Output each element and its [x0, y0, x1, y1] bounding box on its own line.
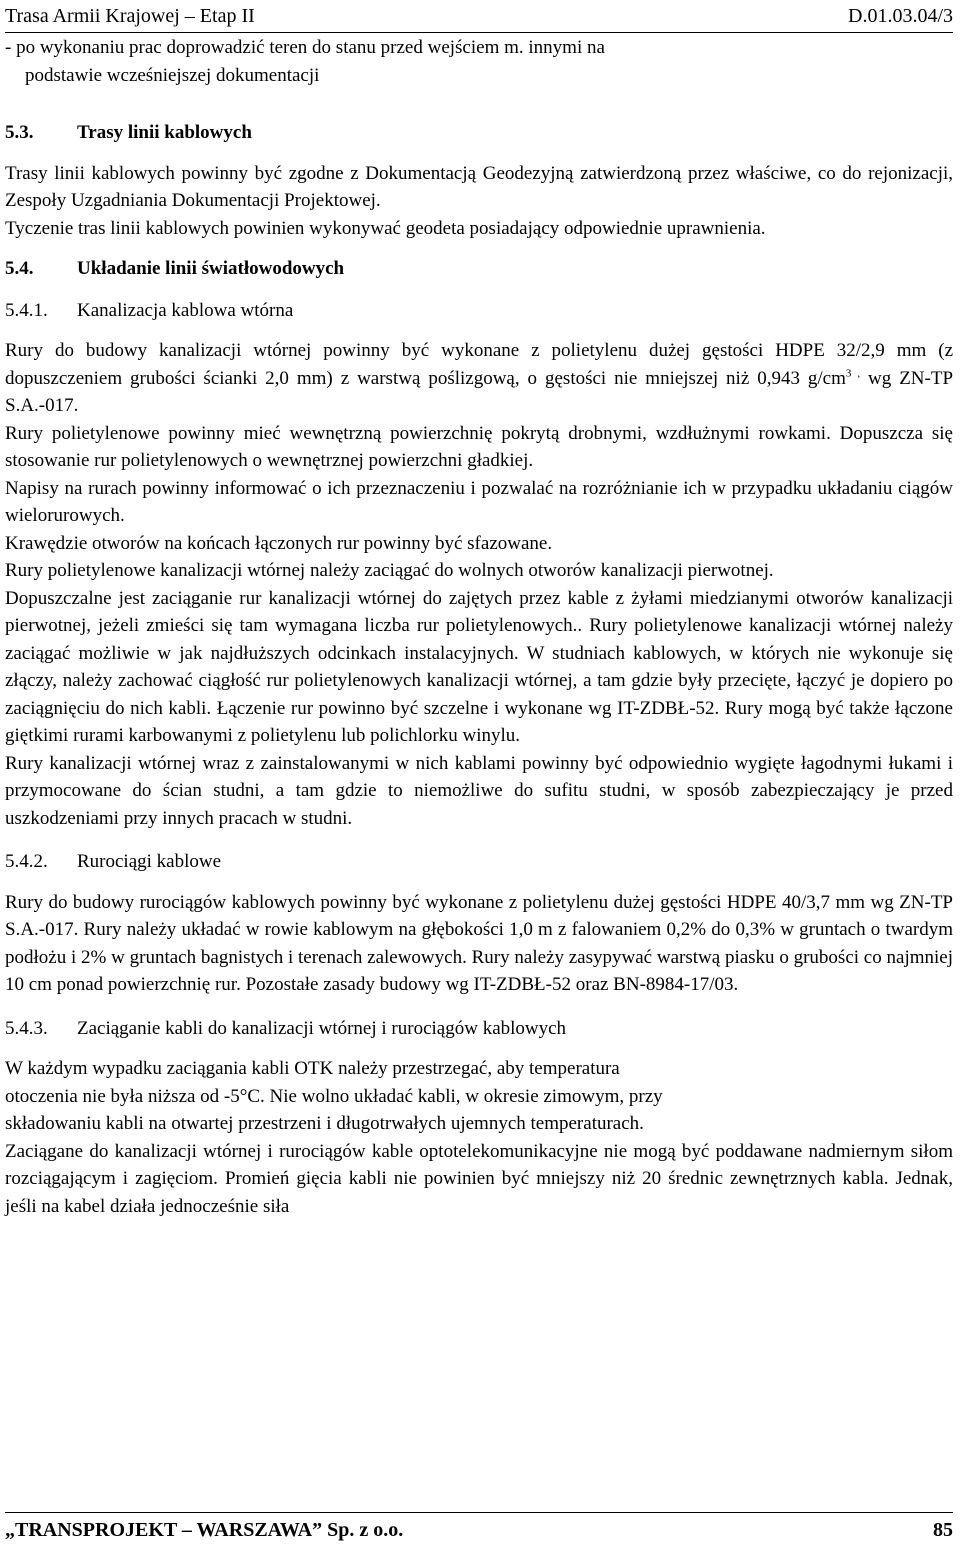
section-5-4-1-paragraph-4: Krawędzie otworów na końcach łączonych rur powinny być sfazowane.	[5, 532, 553, 554]
section-5-4-3-line-2: otoczenia nie była niższa od -5°C. Nie wolno układać kabli, w okresie zimowym, przy	[5, 1085, 663, 1107]
section-5-4-3-paragraph-2: Zaciągane do kanalizacji wtórnej i rurociągów kable optotelekomunikacyjne nie mogą być poddawane nadmiernym siłom rozciągającym i zagięciom. Promień gięcia kabli nie powinien być mniejszy niż 20 średnic zewnętrznych kabla. Jednak, jeśli na kabel działa jednocześnie siła	[5, 1140, 953, 1217]
section-5-3-paragraph-1: Trasy linii kablowych powinny być zgodne z Dokumentacją Geodezyjną zatwierdzoną przez właściwe, co do rejonizacji, Zespoły Uzgadniania Dokumentacji Projektowej.	[5, 162, 953, 211]
section-5-4-heading	[5, 255, 953, 283]
section-5-4-1-paragraph-2: Rury polietylenowe powinny mieć wewnętrzną powierzchnię pokrytą drobnymi, wzdłużnymi rowkami. Dopuszcza się stosowanie rur polietylenowych o wewnętrznej powierzchni gładkiej.	[5, 422, 953, 471]
section-5-4-1-title: Kanalizacja kablowa wtórna	[77, 299, 294, 321]
section-5-4-3-title: Zaciąganie kabli do kanalizacji wtórnej i rurociągów kablowych	[77, 1017, 567, 1039]
section-5-4-1-number: 5.4.1.	[5, 299, 48, 321]
page-footer	[5, 1512, 953, 1543]
section-5-4-2-paragraph-1: Rury do budowy rurociągów kablowych powinny być wykonane z polietylenu dużej gęstości HDPE 40/3,7 mm wg ZN-TP S.A.-017. Rury należy układać w rowie kablowym na głębokości 1,0 m z falowaniem 0,2% do 0,3% w gruntach o twardym podłożu i 2% w gruntach bagnistych i terenach zalewowych. Rury należy zasypywać warstwą piasku o grubości co najmniej 10 cm ponad powierzchnię rur. Pozostałe zasady budowy wg IT-ZDBŁ-52 oraz BN-8984-17/03.	[5, 891, 953, 995]
section-5-3-heading	[5, 119, 953, 147]
section-5-4-title: Układanie linii światłowodowych	[77, 258, 345, 279]
section-5-4-3-line-3: składowaniu kabli na otwartej przestrzeni i długotrwałych ujemnych temperaturach.	[5, 1113, 644, 1134]
intro-line-1: - po wykonaniu prac doprowadzić teren do stanu przed wejściem m. innymi na	[5, 37, 605, 58]
hdpe-spec-standard: wg ZN-TP S.A.-017.	[5, 367, 954, 416]
document-body	[5, 34, 953, 1220]
hdpe-spec-text: Rury do budowy kanalizacji wtórnej powinny być wykonane z polietylenu dużej gęstości HDPE 32/2,9 mm (z dopuszczeniem grubości ścianki 2,0 mm) z warstwą poślizgową, o gęstości nie mniejszej niż 0,943 g/cm	[5, 340, 953, 389]
section-5-4-2-title: Rurociągi kablowe	[77, 851, 222, 872]
section-5-4-1-paragraph-6: Dopuszczalne jest zaciąganie rur kanalizacji wtórnej do zajętych przez kable z żyłami miedzianymi otworów kanalizacji pierwotnej, jeżeli zmieści się tam wymagana liczba rur polietylenowych.. Rury polietylenowe kanalizacji wtórnej należy zaciągać możliwie w jak najdłuższych odcinkach instalacyjnych. W studniach kablowych, w których nie wykonuje się złączy, należy zachować ciągłość rur polietylenowych kanalizacji wtórnej, a tam gdzie były przecięte, łączyć je dopiero po zaciągnięciu do nich kabli. Łączenie rur powinno być szczelne i wykonane wg IT-ZDBŁ-52. Rury mogą być także łączone giętkimi rurami karbowanymi z polietylenu lub polichlorku winylu.	[5, 587, 953, 746]
intro-line-2: podstawie wcześniejszej dokumentacji	[25, 64, 320, 86]
section-5-4-number: 5.4.	[5, 258, 34, 279]
section-5-4-2-number: 5.4.2.	[5, 851, 48, 872]
section-5-4-2-heading	[5, 848, 953, 876]
section-5-4-1-paragraph-1	[5, 337, 953, 420]
section-5-3-paragraph-2: Tyczenie tras linii kablowych powinien wykonywać geodeta posiadający odpowiednie uprawnienia.	[5, 217, 766, 239]
footer-company: „TRANSPROJEKT – WARSZAWA” Sp. z o.o.	[5, 1519, 404, 1541]
header-code: D.01.03.04/3	[848, 5, 953, 27]
section-5-4-1-paragraph-3: Napisy na rurach powinny informować o ich przeznaczeniu i pozwalać na rozróżnianie ich w przypadku układaniu ciągów wielorurowych.	[5, 477, 953, 526]
section-5-3-title: Trasy linii kablowych	[77, 122, 252, 143]
section-5-4-3-heading	[5, 1015, 953, 1043]
cubic-superscript: 3 ,	[845, 367, 861, 380]
section-5-4-1-paragraph-7: Rury kanalizacji wtórnej wraz z zainstalowanymi w nich kablami powinny być odpowiednio wygięte łagodnymi łukami i przymocowane do ścian studni, a tam gdzie to niemożliwe do sufitu studni, w sposób zabezpieczający je przed uszkodzeniami przy innych pracach w studni.	[5, 752, 953, 829]
section-5-3-number: 5.3.	[5, 122, 34, 143]
section-5-4-3-line-1: W każdym wypadku zaciągania kabli OTK należy przestrzegać, aby temperatura	[5, 1058, 620, 1079]
page-number: 85	[933, 1519, 953, 1541]
section-5-4-1-paragraph-5: Rury polietylenowe kanalizacji wtórnej należy zaciągać do wolnych otworów kanalizacji pierwotnej.	[5, 560, 774, 581]
section-5-4-1-heading	[5, 297, 953, 325]
running-header	[5, 2, 953, 33]
header-title: Trasa Armii Krajowej – Etap II	[5, 5, 255, 27]
section-5-4-3-number: 5.4.3.	[5, 1017, 48, 1039]
